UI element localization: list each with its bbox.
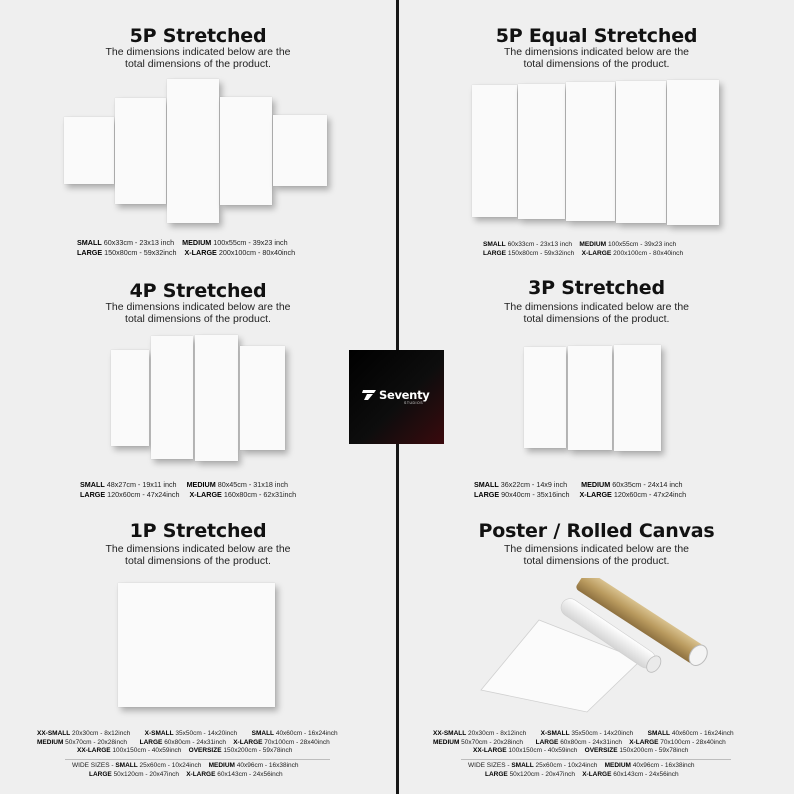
seventy-mark-icon [362, 390, 376, 400]
size-row: SMALL 60x33cm - 23x13 inch MEDIUM 100x55cm - 39x23 inch [483, 241, 677, 248]
canvas-panel [472, 85, 517, 217]
size-row: WIDE SIZES - SMALL 25x60cm - 10x24inch MEDIUM 40x96cm - 16x38inch [468, 762, 695, 769]
canvas-panel [524, 347, 566, 448]
size-list [483, 240, 683, 258]
section-description: The dimensions indicated below are the total dimensions of the product. [105, 46, 291, 70]
size-row: SMALL 48x27cm - 19x11 inch MEDIUM 80x45cm - 31x18 inch [80, 480, 289, 489]
section-3p-stretched [399, 270, 794, 510]
section-title: 3P Stretched [528, 277, 665, 299]
wide-size-list [468, 762, 695, 779]
size-row: XX-SMALL 20x30cm - 8x12inch X-SMALL 35x50cm - 14x20inch SMALL 40x60cm - 16x24inch [433, 730, 734, 737]
section-title: Poster / Rolled Canvas [478, 520, 715, 542]
size-row: MEDIUM 50x70cm - 20x28inch LARGE 60x80cm - 24x31inch X-LARGE 70x100cm - 28x40inch [433, 738, 726, 746]
size-row: LARGE 150x80cm - 59x32inch X-LARGE 200x100cm - 80x40inch [77, 248, 296, 257]
canvas-panel [616, 81, 666, 223]
size-list [80, 480, 296, 500]
canvas-panel [566, 82, 615, 221]
size-separator [65, 759, 330, 760]
section-poster-rolled-canvas [399, 510, 794, 794]
section-title: 5P Equal Stretched [495, 25, 698, 47]
size-separator [461, 759, 731, 760]
section-5p-stretched [0, 0, 396, 270]
size-row: SMALL 60x33cm - 23x13 inch MEDIUM 100x55cm - 39x23 inch [77, 238, 288, 247]
brand-logo [349, 350, 444, 444]
section-description: The dimensions indicated below are the total dimensions of the product. [503, 46, 690, 70]
canvas-panel [568, 346, 612, 450]
canvas-panel [518, 84, 565, 219]
canvas-panel [115, 98, 166, 204]
size-row: XX-LARGE 100x150cm - 40x59inch OVERSIZE 150x200cm - 59x78inch [473, 747, 689, 754]
size-row: LARGE 50x120cm - 20x47inch X-LARGE 60x143cm - 24x56inch [89, 770, 283, 778]
size-row: XX-LARGE 100x150cm - 40x59inch OVERSIZE 150x200cm - 59x78inch [77, 747, 293, 754]
size-row: LARGE 150x80cm - 59x32inch X-LARGE 200x100cm - 80x40inch [483, 250, 684, 257]
size-row: WIDE SIZES - SMALL 25x60cm - 10x24inch MEDIUM 40x96cm - 16x38inch [72, 762, 299, 769]
section-5p-equal-stretched [399, 0, 794, 270]
size-list [474, 480, 686, 500]
size-row: LARGE 120x60cm - 47x24inch X-LARGE 160x80cm - 62x31inch [80, 490, 297, 499]
section-description: The dimensions indicated below are the total dimensions of the product. [503, 301, 690, 325]
size-row: LARGE 90x40cm - 35x16inch X-LARGE 120x60cm - 47x24inch [474, 490, 687, 499]
brand-name: Seventy [379, 388, 430, 402]
canvas-panel [167, 79, 219, 223]
brand-tagline: STUDIOS [404, 401, 424, 405]
section-description: The dimensions indicated below are the total dimensions of the product. [105, 543, 291, 567]
size-row: MEDIUM 50x70cm - 20x28inch LARGE 60x80cm - 24x31inch X-LARGE 70x100cm - 28x40inch [37, 738, 330, 746]
logo-row [362, 388, 429, 402]
section-title: 1P Stretched [129, 520, 267, 542]
size-list [37, 730, 338, 756]
canvas-panel [240, 346, 285, 450]
canvas-panel [614, 345, 661, 451]
canvas-panel [195, 335, 238, 461]
section-1p-stretched [0, 510, 396, 794]
canvas-panel [151, 336, 193, 459]
size-row: SMALL 36x22cm - 14x9 inch MEDIUM 60x35cm - 24x14 inch [474, 480, 683, 489]
canvas-panel [111, 350, 149, 446]
canvas-panel [273, 115, 327, 186]
size-list [77, 238, 295, 258]
size-row: LARGE 50x120cm - 20x47inch X-LARGE 60x143cm - 24x56inch [485, 770, 679, 778]
canvas-panel [64, 117, 114, 184]
wide-size-list [72, 762, 299, 779]
size-list [433, 730, 734, 756]
section-description: The dimensions indicated below are the total dimensions of the product. [105, 301, 291, 325]
section-4p-stretched [0, 270, 396, 510]
section-title: 4P Stretched [129, 280, 267, 302]
canvas-panel [667, 80, 719, 225]
rolled-canvas-illustration [469, 578, 709, 718]
size-row: XX-SMALL 20x30cm - 8x12inch X-SMALL 35x50cm - 14x20inch SMALL 40x60cm - 16x24inch [37, 730, 338, 737]
section-description: The dimensions indicated below are the total dimensions of the product. [503, 543, 690, 567]
section-title: 5P Stretched [129, 25, 267, 47]
canvas-panel [118, 583, 275, 707]
canvas-panel [220, 97, 272, 205]
